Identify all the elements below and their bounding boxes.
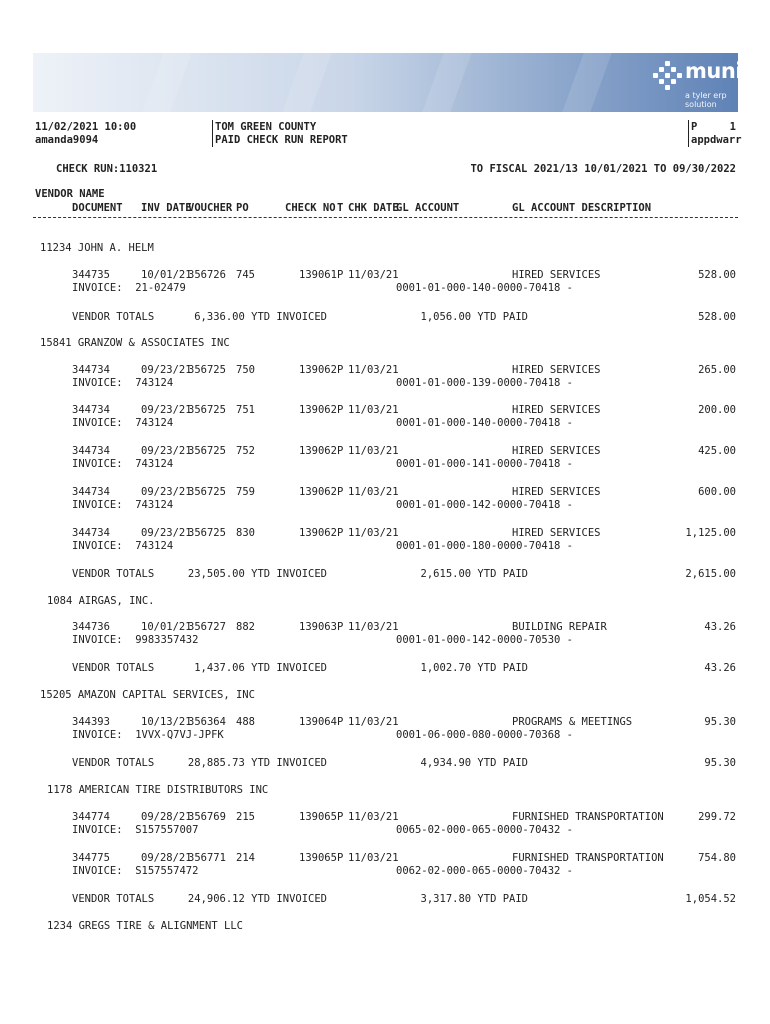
entry-gl-description: HIRED SERVICES (512, 445, 601, 457)
vendor-header: 15841 GRANZOW & ASSOCIATES INC (40, 337, 230, 349)
entry-type: P (337, 621, 344, 633)
entry-po: 750 (236, 364, 255, 376)
vendor-totals-paid: 1,056.00 YTD PAID (420, 311, 528, 323)
entry-type: P (337, 269, 344, 281)
entry-po: 759 (236, 486, 255, 498)
entry-inv-date: 10/01/21 (141, 621, 192, 633)
entry-check-no: 139062 (299, 404, 337, 416)
entry-document: 344775 (72, 852, 110, 864)
vendor-header: 15205 AMAZON CAPITAL SERVICES, INC (40, 689, 255, 701)
entry-po: 488 (236, 716, 255, 728)
entry-gl-account: 0062-02-000-065-0000-70432 - (396, 865, 574, 877)
entry-chk-date: 11/03/21 (348, 527, 399, 539)
vendor-totals-paid: 3,317.80 YTD PAID (420, 893, 528, 905)
entry-document: 344735 (72, 269, 110, 281)
entry-gl-account: 0001-01-000-180-0000-70418 - (396, 540, 574, 552)
entry-type: P (337, 445, 344, 457)
entry-gl-description: HIRED SERVICES (512, 269, 601, 281)
header-rule (33, 217, 738, 218)
vendor-totals-paid: 1,002.70 YTD PAID (420, 662, 528, 674)
entry-inv-date: 09/23/21 (141, 364, 192, 376)
entry-gl-description: HIRED SERVICES (512, 404, 601, 416)
entry-gl-account: 0001-01-000-140-0000-70418 - (396, 282, 574, 294)
entry-voucher: 356364 (188, 716, 226, 728)
vendor-header: 1084 AIRGAS, INC. (47, 595, 155, 607)
entry-chk-date: 11/03/21 (348, 811, 399, 823)
entry-voucher: 356771 (188, 852, 226, 864)
entry-chk-date: 11/03/21 (348, 445, 399, 457)
entry-document: 344734 (72, 527, 110, 539)
entry-amount: 200.00 (698, 404, 736, 416)
entry-check-no: 139064 (299, 716, 337, 728)
entry-voucher: 356769 (188, 811, 226, 823)
col-type: T (337, 202, 344, 214)
entry-inv-date: 09/28/21 (141, 852, 192, 864)
vendor-totals-label: VENDOR TOTALS (72, 893, 155, 905)
entry-gl-description: BUILDING REPAIR (512, 621, 607, 633)
entry-gl-description: FURNISHED TRANSPORTATION (512, 811, 664, 823)
entry-check-no: 139062 (299, 486, 337, 498)
entry-chk-date: 11/03/21 (348, 716, 399, 728)
report-user: amanda9094 (35, 134, 99, 146)
entry-amount: 1,125.00 (685, 527, 736, 539)
entry-gl-description: HIRED SERVICES (512, 364, 601, 376)
entry-gl-description: HIRED SERVICES (512, 486, 601, 498)
col-inv-date: INV DATE (141, 202, 192, 214)
header-divider-left (212, 120, 213, 147)
page-number: 1 (729, 121, 736, 133)
vendor-totals-label: VENDOR TOTALS (72, 662, 155, 674)
col-chk-date: CHK DATE (348, 202, 399, 214)
entry-chk-date: 11/03/21 (348, 852, 399, 864)
entry-po: 751 (236, 404, 255, 416)
entry-invoice: INVOICE: 743124 (72, 377, 174, 389)
vendor-totals-paid: 4,934.90 YTD PAID (420, 757, 528, 769)
entry-gl-account: 0001-06-000-080-0000-70368 - (396, 729, 574, 741)
entry-amount: 528.00 (698, 269, 736, 281)
program-code: appdwarr (691, 134, 742, 146)
page-label: P (691, 121, 698, 133)
vendor-totals-invoiced: 28,885.73 YTD INVOICED (187, 757, 327, 769)
entry-invoice: INVOICE: S157557007 (72, 824, 199, 836)
entry-type: P (337, 811, 344, 823)
vendor-totals-label: VENDOR TOTALS (72, 568, 155, 580)
vendor-totals-amount: 43.26 (704, 662, 736, 674)
entry-po: 830 (236, 527, 255, 539)
col-vendor-name: VENDOR NAME (35, 188, 105, 200)
entry-gl-description: HIRED SERVICES (512, 527, 601, 539)
munis-logo-tagline: a tyler erp solution (685, 91, 727, 109)
entry-type: P (337, 527, 344, 539)
entry-type: P (337, 486, 344, 498)
munis-logo-text: munis (685, 59, 754, 83)
entry-invoice: INVOICE: 743124 (72, 540, 174, 552)
entry-gl-account: 0001-01-000-142-0000-70530 - (396, 634, 574, 646)
entry-check-no: 139063 (299, 621, 337, 633)
vendor-totals-amount: 2,615.00 (685, 568, 736, 580)
entry-po: 882 (236, 621, 255, 633)
vendor-totals-paid: 2,615.00 YTD PAID (420, 568, 528, 580)
entry-po: 745 (236, 269, 255, 281)
entry-voucher: 356725 (188, 527, 226, 539)
entry-amount: 600.00 (698, 486, 736, 498)
entry-voucher: 356725 (188, 404, 226, 416)
vendor-totals-invoiced: 24,906.12 YTD INVOICED (187, 893, 327, 905)
col-voucher: VOUCHER (188, 202, 233, 214)
entry-po: 215 (236, 811, 255, 823)
entry-amount: 425.00 (698, 445, 736, 457)
entry-chk-date: 11/03/21 (348, 364, 399, 376)
county-name: TOM GREEN COUNTY (215, 121, 317, 133)
entry-check-no: 139065 (299, 811, 337, 823)
entry-invoice: INVOICE: 743124 (72, 499, 174, 511)
report-datetime: 11/02/2021 10:00 (35, 121, 137, 133)
entry-chk-date: 11/03/21 (348, 404, 399, 416)
entry-amount: 43.26 (704, 621, 736, 633)
entry-check-no: 139061 (299, 269, 337, 281)
entry-amount: 754.80 (698, 852, 736, 864)
entry-invoice: INVOICE: 21-02479 (72, 282, 186, 294)
entry-gl-account: 0001-01-000-141-0000-70418 - (396, 458, 574, 470)
entry-gl-account: 0065-02-000-065-0000-70432 - (396, 824, 574, 836)
entry-voucher: 356725 (188, 486, 226, 498)
vendor-header: 1178 AMERICAN TIRE DISTRIBUTORS INC (47, 784, 269, 796)
col-gl-description: GL ACCOUNT DESCRIPTION (512, 202, 652, 214)
entry-chk-date: 11/03/21 (348, 621, 399, 633)
entry-inv-date: 09/28/21 (141, 811, 192, 823)
vendor-totals-label: VENDOR TOTALS (72, 311, 155, 323)
entry-voucher: 356725 (188, 445, 226, 457)
entry-chk-date: 11/03/21 (348, 269, 399, 281)
entry-gl-account: 0001-01-000-142-0000-70418 - (396, 499, 574, 511)
header-divider-right (688, 120, 689, 147)
vendor-totals-invoiced: 23,505.00 YTD INVOICED (187, 568, 327, 580)
entry-gl-account: 0001-01-000-140-0000-70418 - (396, 417, 574, 429)
entry-voucher: 356726 (188, 269, 226, 281)
entry-document: 344734 (72, 364, 110, 376)
report-title: PAID CHECK RUN REPORT (215, 134, 348, 146)
entry-inv-date: 10/13/21 (141, 716, 192, 728)
entry-document: 344774 (72, 811, 110, 823)
entry-gl-account: 0001-01-000-139-0000-70418 - (396, 377, 574, 389)
entry-inv-date: 09/23/21 (141, 404, 192, 416)
entry-document: 344393 (72, 716, 110, 728)
entry-amount: 265.00 (698, 364, 736, 376)
col-check-no: CHECK NO (285, 202, 336, 214)
munis-logo-icon (653, 61, 683, 91)
check-run: CHECK RUN:110321 (56, 163, 158, 175)
entry-chk-date: 11/03/21 (348, 486, 399, 498)
entry-document: 344734 (72, 404, 110, 416)
fiscal-range: TO FISCAL 2021/13 10/01/2021 TO 09/30/2022 (470, 163, 736, 175)
entry-document: 344736 (72, 621, 110, 633)
entry-gl-description: FURNISHED TRANSPORTATION (512, 852, 664, 864)
entry-voucher: 356727 (188, 621, 226, 633)
entry-invoice: INVOICE: 743124 (72, 458, 174, 470)
entry-po: 214 (236, 852, 255, 864)
entry-invoice: INVOICE: S157557472 (72, 865, 199, 877)
vendor-totals-amount: 528.00 (698, 311, 736, 323)
col-po: PO (236, 202, 249, 214)
entry-check-no: 139065 (299, 852, 337, 864)
entry-inv-date: 09/23/21 (141, 486, 192, 498)
entry-inv-date: 10/01/21 (141, 269, 192, 281)
entry-invoice: INVOICE: 9983357432 (72, 634, 199, 646)
vendor-totals-invoiced: 1,437.06 YTD INVOICED (194, 662, 327, 674)
entry-amount: 299.72 (698, 811, 736, 823)
entry-invoice: INVOICE: 743124 (72, 417, 174, 429)
entry-check-no: 139062 (299, 445, 337, 457)
entry-gl-description: PROGRAMS & MEETINGS (512, 716, 633, 728)
entry-voucher: 356725 (188, 364, 226, 376)
entry-document: 344734 (72, 486, 110, 498)
vendor-totals-amount: 95.30 (704, 757, 736, 769)
col-gl-account: GL ACCOUNT (396, 202, 460, 214)
col-document: DOCUMENT (72, 202, 123, 214)
report-banner (33, 53, 754, 112)
entry-document: 344734 (72, 445, 110, 457)
entry-type: P (337, 364, 344, 376)
entry-po: 752 (236, 445, 255, 457)
entry-type: P (337, 404, 344, 416)
vendor-totals-amount: 1,054.52 (685, 893, 736, 905)
entry-type: P (337, 852, 344, 864)
vendor-header: 11234 JOHN A. HELM (40, 242, 154, 254)
entry-check-no: 139062 (299, 527, 337, 539)
entry-inv-date: 09/23/21 (141, 527, 192, 539)
entry-invoice: INVOICE: 1VVX-Q7VJ-JPFK (72, 729, 224, 741)
vendor-totals-label: VENDOR TOTALS (72, 757, 155, 769)
entry-inv-date: 09/23/21 (141, 445, 192, 457)
entry-check-no: 139062 (299, 364, 337, 376)
entry-amount: 95.30 (704, 716, 736, 728)
entry-type: P (337, 716, 344, 728)
vendor-header: 1234 GREGS TIRE & ALIGNMENT LLC (47, 920, 243, 932)
vendor-totals-invoiced: 6,336.00 YTD INVOICED (194, 311, 327, 323)
